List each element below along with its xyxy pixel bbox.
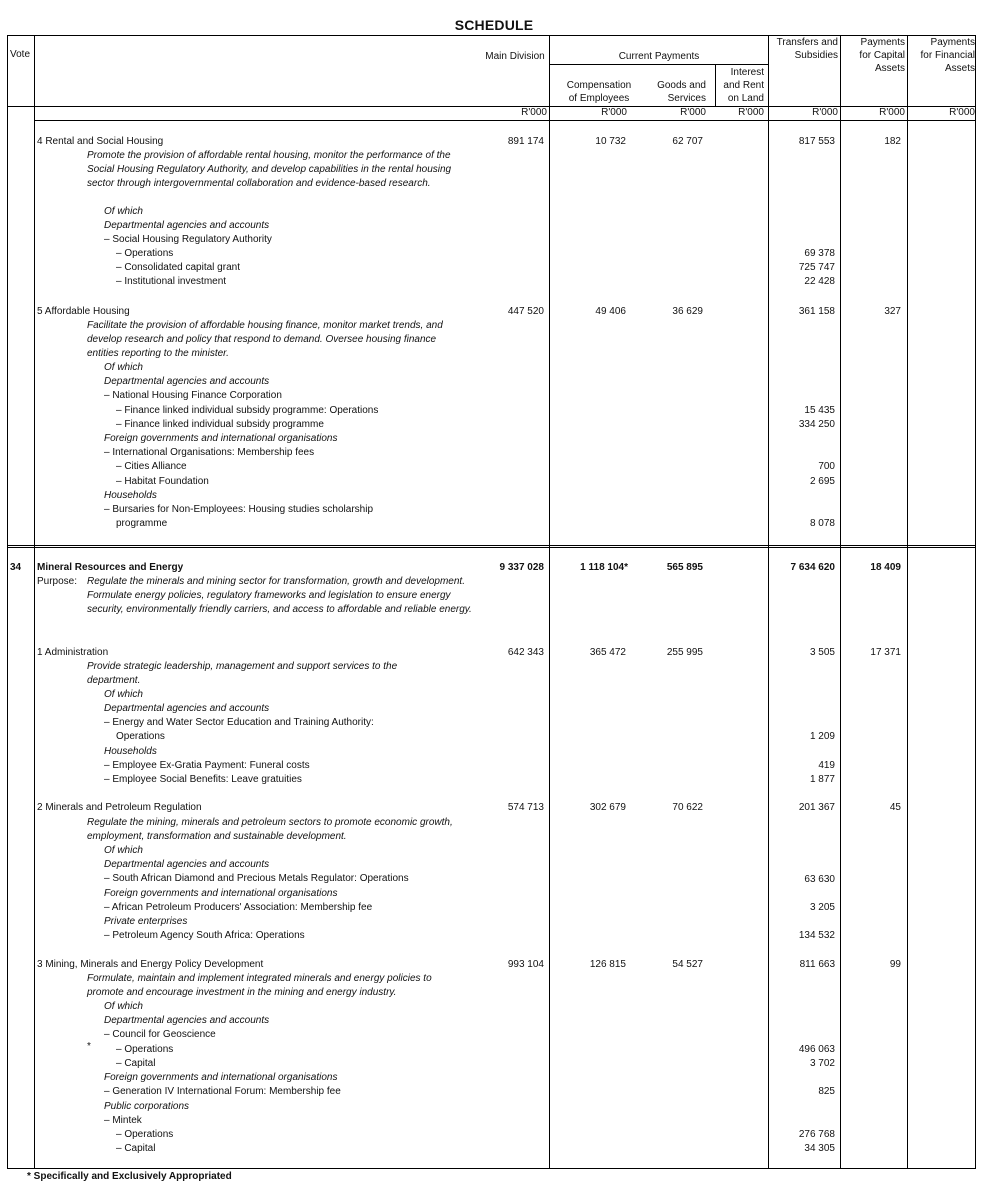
- capital-assets-value: 327: [884, 306, 901, 317]
- line-item: – South African Diamond and Precious Metals Regulator: Operations: [104, 873, 409, 884]
- vote-title: Mineral Resources and Energy: [37, 562, 184, 573]
- header-goods-services: Goods and: [657, 80, 706, 91]
- category-label: Households: [104, 490, 157, 501]
- programme-title: 4 Rental and Social Housing: [37, 136, 164, 147]
- transfers-value: 700: [818, 461, 835, 472]
- header-financial-assets: Assets: [944, 63, 975, 74]
- line-item: – Institutional investment: [116, 276, 227, 287]
- header-interest-rent: Interest: [730, 67, 764, 78]
- line-item: – Finance linked individual subsidy programme: Operations: [116, 405, 379, 416]
- main-division-value: 891 174: [507, 136, 544, 147]
- category-label: Departmental agencies and accounts: [104, 220, 270, 231]
- of-which-label: Of which: [104, 1001, 143, 1012]
- of-which-label: Of which: [104, 206, 143, 217]
- compensation-value: 302 679: [589, 802, 626, 813]
- transfers-value: 1 209: [809, 731, 835, 742]
- purpose-label: Purpose:: [37, 576, 78, 587]
- category-label: Households: [104, 746, 157, 757]
- capital-assets-value: 45: [889, 802, 901, 813]
- line-item: – Consolidated capital grant: [116, 262, 240, 273]
- transfers-value: 2 695: [809, 476, 835, 487]
- category-label: Foreign governments and international organisations: [104, 433, 338, 444]
- column-divider: [34, 35, 35, 1169]
- category-label: Public corporations: [104, 1101, 190, 1112]
- entity-label: – International Organisations: Membership fees: [104, 447, 315, 458]
- line-item: – Finance linked individual subsidy programme: [116, 419, 324, 430]
- header-transfers: Subsidies: [794, 50, 838, 61]
- transfers-value: 134 532: [798, 930, 835, 941]
- category-label: Private enterprises: [104, 916, 188, 927]
- programme-purpose: Promote the provision of affordable rental housing, monitor the performance of the Social Housing Regulatory Authority, and develop capabilities in the rental housing sector through intergovernmental collaboration and evidence-based research.: [87, 150, 452, 189]
- header-financial-assets: for Financial: [920, 50, 975, 61]
- category-label: Departmental agencies and accounts: [104, 1015, 270, 1026]
- transfers-value: 334 250: [798, 419, 835, 430]
- transfers-value: 63 630: [804, 874, 835, 885]
- category-label: Departmental agencies and accounts: [104, 376, 270, 387]
- vote-purpose: Regulate the minerals and mining sector for transformation, growth and development. Formulate energy policies, regulatory frameworks and legislation to ensure energy security, environmentally friendly carriers, and access to affordable and reliable energy.: [87, 576, 472, 615]
- capital-assets-value: 17 371: [870, 647, 901, 658]
- transfers-value: 3 205: [809, 902, 835, 913]
- compensation-value: 10 732: [595, 136, 626, 147]
- transfers-value: 3 702: [809, 1058, 835, 1069]
- line-item: – Petroleum Agency South Africa: Operations: [104, 930, 305, 941]
- transfers-value: 419: [818, 760, 835, 771]
- header-main-division: Main Division: [485, 51, 545, 62]
- category-label: Departmental agencies and accounts: [104, 859, 270, 870]
- line-item: – Generation IV International Forum: Membership fee: [104, 1086, 341, 1097]
- programme-purpose: Regulate the mining, minerals and petroleum sectors to promote economic growth, employment, transformation and sustainable development.: [87, 817, 453, 842]
- line-item: – Employee Ex-Gratia Payment: Funeral costs: [104, 760, 310, 771]
- line-item: – African Petroleum Producers' Association: Membership fee: [104, 902, 373, 913]
- line-item: – Capital: [116, 1058, 156, 1069]
- transfers-value: 7 634 620: [790, 562, 835, 573]
- transfers-value: 811 663: [799, 959, 835, 970]
- goods-services-value: 70 622: [672, 802, 703, 813]
- entity-label: – Mintek: [104, 1115, 142, 1126]
- transfers-value: 201 367: [798, 802, 835, 813]
- line-item: – Habitat Foundation: [116, 476, 209, 487]
- unit-label: R'000: [680, 107, 706, 118]
- entity-label: – National Housing Finance Corporation: [104, 390, 282, 401]
- compensation-value: 365 472: [589, 647, 626, 658]
- goods-services-value: 255 995: [666, 647, 703, 658]
- header-capital-assets: for Capital: [859, 50, 905, 61]
- category-label: Foreign governments and international organisations: [104, 1072, 338, 1083]
- appropriation-marker: *: [87, 1041, 91, 1052]
- main-division-value: 642 343: [507, 647, 544, 658]
- goods-services-value: 36 629: [672, 306, 703, 317]
- transfers-value: 725 747: [798, 262, 835, 273]
- vote-number: 34: [10, 562, 22, 573]
- transfers-value: 34 305: [804, 1143, 835, 1154]
- page-title: SCHEDULE: [454, 17, 534, 33]
- compensation-value: 49 406: [595, 306, 626, 317]
- header-interest-rent: and Rent: [723, 80, 764, 91]
- header-rule: [34, 120, 976, 121]
- of-which-label: Of which: [104, 845, 143, 856]
- transfers-value: 496 063: [798, 1044, 835, 1055]
- header-capital-assets: Assets: [874, 63, 905, 74]
- programme-title: 2 Minerals and Petroleum Regulation: [37, 802, 202, 813]
- goods-services-value: 62 707: [672, 136, 703, 147]
- main-division-value: 574 713: [507, 802, 544, 813]
- programme-title: 3 Mining, Minerals and Energy Policy Development: [37, 959, 264, 970]
- main-division-value: 9 337 028: [499, 562, 544, 573]
- main-division-value: 993 104: [507, 959, 544, 970]
- transfers-value: 825: [818, 1086, 835, 1097]
- unit-label: R'000: [812, 107, 838, 118]
- column-divider: [768, 35, 769, 1169]
- entity-label: programme: [116, 518, 168, 529]
- transfers-value: 276 768: [798, 1129, 835, 1140]
- entity-label: – Bursaries for Non-Employees: Housing studies scholarship: [104, 504, 374, 515]
- line-item: – Operations: [116, 1044, 174, 1055]
- header-goods-services: Services: [667, 93, 706, 104]
- capital-assets-value: 18 409: [870, 562, 901, 573]
- main-division-value: 447 520: [507, 306, 544, 317]
- programme-purpose: Provide strategic leadership, management and support services to the department.: [87, 661, 398, 686]
- column-divider: [907, 35, 908, 1169]
- programme-purpose: Formulate, maintain and implement integrated minerals and energy policies to promote and encourage investment in the mining and energy industry.: [87, 973, 432, 998]
- line-item: – Operations: [116, 248, 174, 259]
- entity-label: – Social Housing Regulatory Authority: [104, 234, 272, 245]
- line-item: – Capital: [116, 1143, 156, 1154]
- transfers-value: 817 553: [798, 136, 835, 147]
- programme-purpose: Facilitate the provision of affordable housing finance, monitor market trends, and develop research and policy that respond to demand. Oversee housing finance entities reporting to the minister.: [87, 320, 443, 359]
- header-rule: [549, 64, 768, 65]
- column-divider: [840, 35, 841, 1169]
- line-item: – Employee Social Benefits: Leave gratuities: [104, 774, 302, 785]
- transfers-value: 8 078: [809, 518, 835, 529]
- compensation-value: 1 118 104*: [580, 562, 628, 573]
- line-item: – Cities Alliance: [116, 461, 187, 472]
- unit-label: R'000: [879, 107, 905, 118]
- header-current-payments: Current Payments: [618, 51, 700, 62]
- unit-label: R'000: [949, 107, 975, 118]
- column-divider: [549, 35, 550, 1169]
- header-compensation: of Employees: [568, 93, 630, 104]
- vote-separator: [7, 545, 976, 548]
- category-label: Departmental agencies and accounts: [104, 703, 270, 714]
- transfers-value: 22 428: [804, 276, 835, 287]
- transfers-value: 69 378: [804, 248, 835, 259]
- entity-label: – Energy and Water Sector Education and Training Authority:: [104, 717, 374, 728]
- programme-title: 1 Administration: [37, 647, 109, 658]
- capital-assets-value: 182: [884, 136, 901, 147]
- header-interest-rent: on Land: [727, 93, 764, 104]
- transfers-value: 361 158: [798, 306, 835, 317]
- transfers-value: 1 877: [809, 774, 835, 785]
- header-compensation: Compensation: [566, 80, 632, 91]
- of-which-label: Of which: [104, 362, 143, 373]
- line-item: – Operations: [116, 1129, 174, 1140]
- unit-label: R'000: [601, 107, 627, 118]
- capital-assets-value: 99: [889, 959, 901, 970]
- unit-label: R'000: [521, 107, 547, 118]
- goods-services-value: 565 895: [666, 562, 703, 573]
- header-transfers: Transfers and: [776, 37, 838, 48]
- compensation-value: 126 815: [589, 959, 626, 970]
- programme-title: 5 Affordable Housing: [37, 306, 130, 317]
- transfers-value: 3 505: [809, 647, 835, 658]
- entity-label: Operations: [116, 731, 165, 742]
- entity-label: – Council for Geoscience: [104, 1029, 216, 1040]
- category-label: Foreign governments and international organisations: [104, 888, 338, 899]
- of-which-label: Of which: [104, 689, 143, 700]
- transfers-value: 15 435: [804, 405, 835, 416]
- footnote: * Specifically and Exclusively Appropriated: [27, 1171, 232, 1182]
- unit-label: R'000: [738, 107, 764, 118]
- header-financial-assets: Payments: [930, 37, 975, 48]
- header-capital-assets: Payments: [860, 37, 905, 48]
- goods-services-value: 54 527: [672, 959, 703, 970]
- header-vote: Vote: [10, 49, 31, 60]
